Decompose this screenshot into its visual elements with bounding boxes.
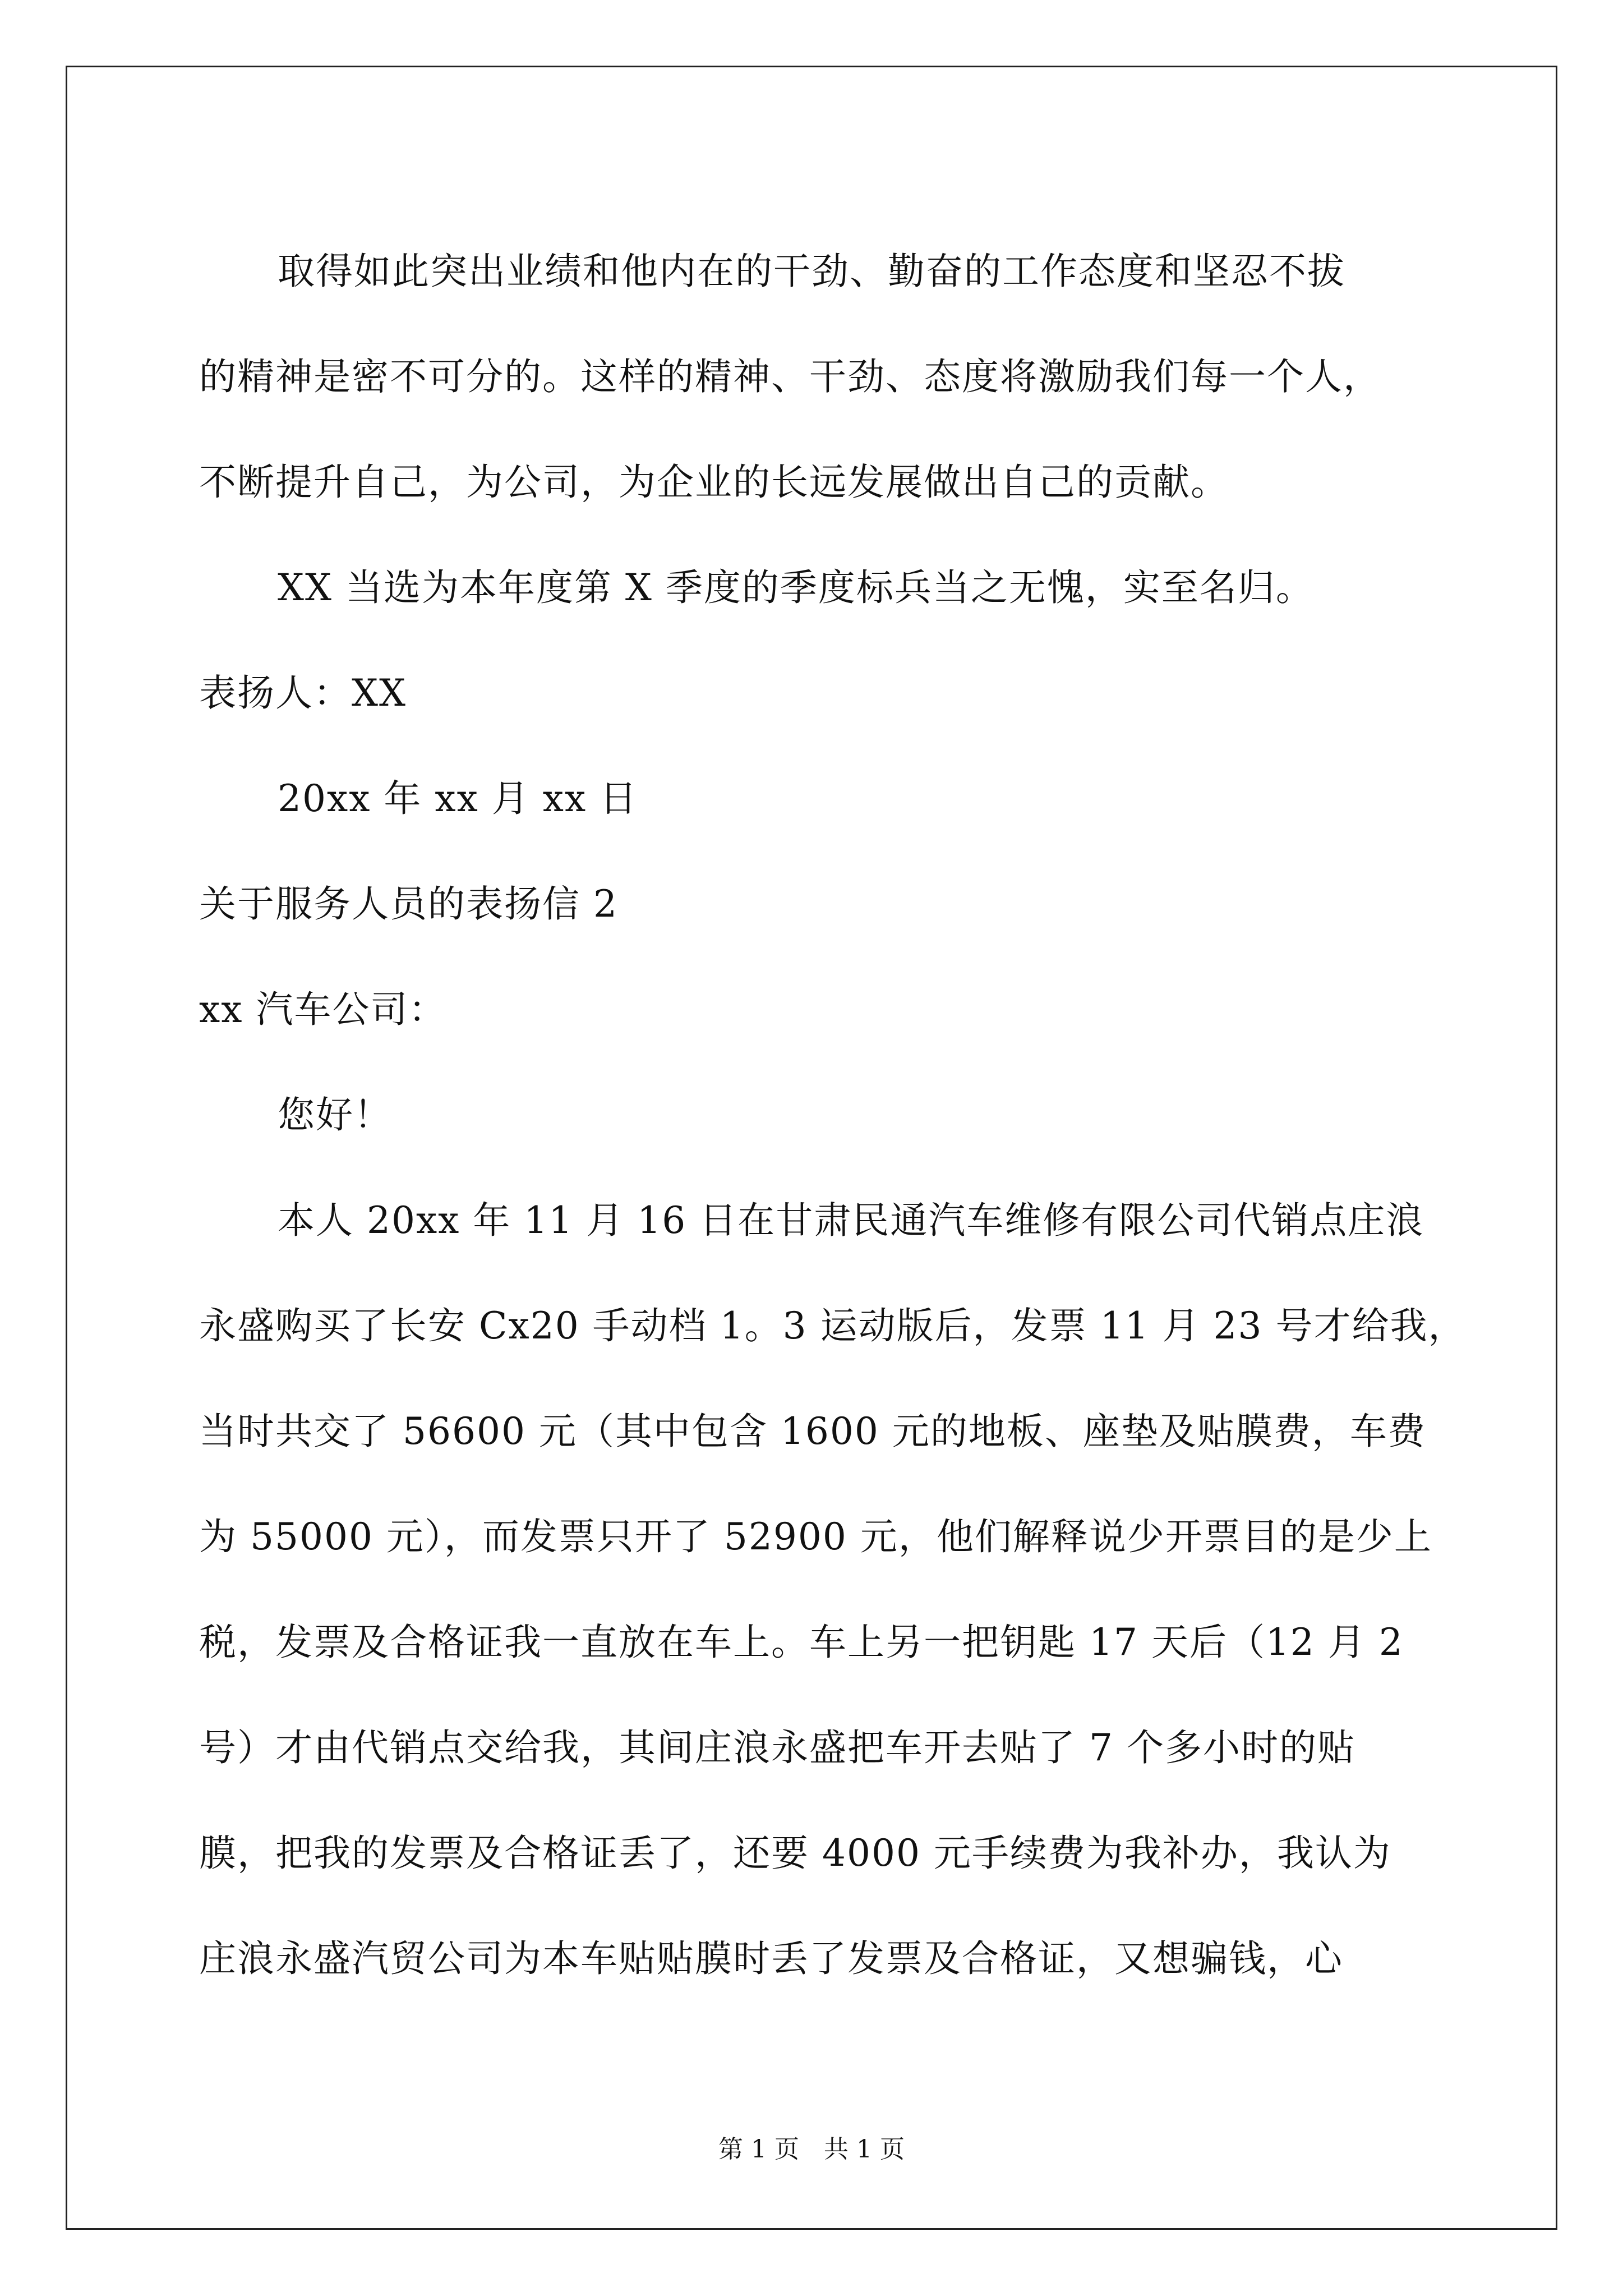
- text-line: 不断提升自己，为公司，为企业的长远发展做出自己的贡献。: [199, 461, 1229, 504]
- date-line: 20xx 年 xx 月 xx 日: [278, 777, 638, 820]
- salutation: xx 汽车公司：: [199, 988, 447, 1031]
- section-title: 关于服务人员的表扬信 2: [199, 882, 618, 926]
- text-line: 为 55000 元），而发票只开了 52900 元，他们解释说少开票目的是少上: [199, 1515, 1432, 1558]
- greeting: 您好！: [278, 1093, 392, 1137]
- text-line: 号）才由代销点交给我，其间庄浪永盛把车开去贴了 7 个多小时的贴: [199, 1726, 1355, 1769]
- text-line: 膜，把我的发票及合格证丢了，还要 4000 元手续费为我补办，我认为: [199, 1832, 1391, 1875]
- document-body: [199, 219, 1467, 2012]
- text-line: 永盛购买了长安 Cx20 手动档 1。3 运动版后，发票 11 月 23 号才给我，: [199, 1304, 1467, 1347]
- text-line: 当时共交了 56600 元（其中包含 1600 元的地板、座垫及贴膜费，车费: [199, 1410, 1426, 1453]
- text-line: XX 当选为本年度第 X 季度的季度标兵当之无愧，实至名归。: [278, 566, 1314, 609]
- signer-line: 表扬人：XX: [199, 671, 407, 715]
- text-line: 庄浪永盛汽贸公司为本车贴贴膜时丢了发票及合格证，又想骗钱，心: [199, 1937, 1343, 1980]
- text-line: 税，发票及合格证我一直放在车上。车上另一把钥匙 17 天后（12 月 2: [199, 1621, 1404, 1664]
- text-line: 本人 20xx 年 11 月 16 日在甘肃民通汽车维修有限公司代销点庄浪: [278, 1199, 1424, 1242]
- text-line: 取得如此突出业绩和他内在的干劲、勤奋的工作态度和坚忍不拔: [278, 250, 1345, 293]
- page-number-footer: 第 1 页 共 1 页: [718, 2135, 905, 2164]
- text-line: 的精神是密不可分的。这样的精神、干劲、态度将激励我们每一个人，: [199, 355, 1381, 398]
